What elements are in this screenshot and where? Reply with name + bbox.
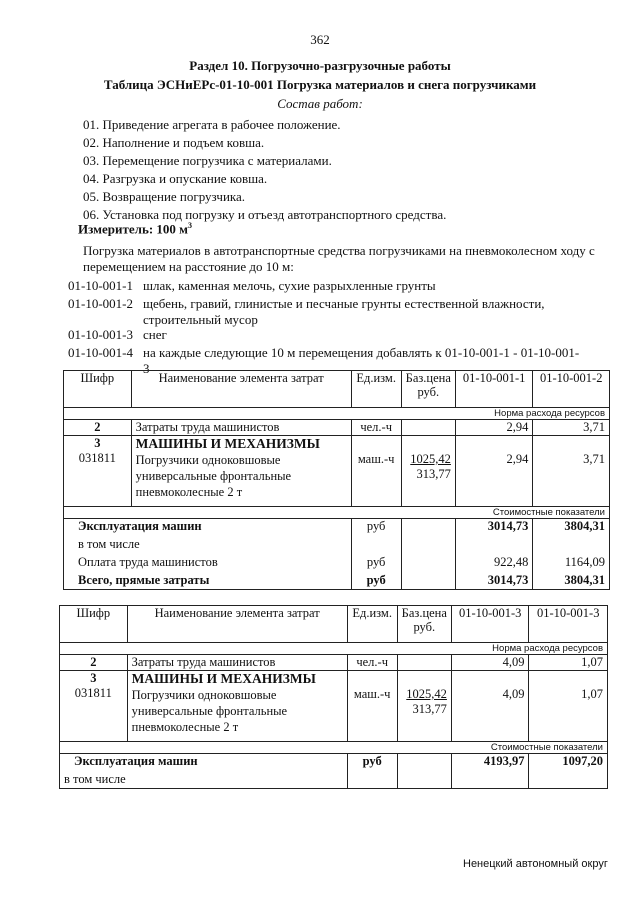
- footer-region: Ненецкий автономный округ: [463, 858, 608, 870]
- pay-unit: руб: [351, 555, 401, 573]
- labor-name: Затраты труда машинистов: [131, 420, 351, 436]
- mach-price-b: 313,77: [416, 467, 451, 481]
- mach-head-name: МАШИНЫ И МЕХАНИЗМЫ: [135, 436, 320, 451]
- table-title: Таблица ЭСНиЕРс-01-10-001 Погрузка материалов и снега погрузчиками: [103, 77, 537, 92]
- item-code: 01-10-001-1: [68, 278, 133, 293]
- composition-title: Состав работ:: [277, 96, 363, 111]
- page-number: 362: [310, 32, 330, 47]
- work-item: 01. Приведение агрегата в рабочее положение.: [83, 117, 341, 132]
- mach-price-a: 1025,42: [406, 687, 447, 701]
- mach-head-code: 3: [94, 436, 101, 450]
- mach-price-b: 313,77: [412, 702, 447, 716]
- work-item: 02. Наполнение и подъем ковша.: [83, 135, 265, 150]
- mach-v1: 2,94: [455, 436, 533, 507]
- mach-name: Погрузчики одноковшовые универсальные фронтальные пневмоколесные 2 т: [135, 453, 292, 499]
- cost-label: Стоимостные показатели: [60, 742, 608, 754]
- work-item: 05. Возвращение погрузчика.: [83, 189, 246, 204]
- exp-unit: руб: [347, 754, 397, 773]
- exp-v2: 1097,20: [529, 754, 608, 773]
- total-name: Всего, прямые затраты: [64, 573, 352, 590]
- work-item: 06. Установка под погрузку и отъезд автотранспортного средства.: [83, 207, 447, 222]
- mach-unit: маш.-ч: [347, 671, 397, 742]
- total-v2: 3804,31: [533, 573, 610, 590]
- exp-v2: 3804,31: [533, 519, 610, 538]
- incl-label: в том числе: [64, 537, 352, 555]
- header-col2: 01-10-001-2: [533, 371, 610, 408]
- exp-v1: 4193,97: [451, 754, 529, 773]
- intro-text: Погрузка материалов в автотранспортные средства погрузчиками на пневмоколесном ходу с перемещением на расстояние до 10 м:: [83, 243, 595, 274]
- pay-name: Оплата труда машинистов: [64, 555, 352, 573]
- item-code: 01-10-001-3: [68, 327, 133, 342]
- header-col2: 01-10-001-3: [529, 606, 608, 643]
- exp-unit: руб: [351, 519, 401, 538]
- pay-v2: 1164,09: [533, 555, 610, 573]
- labor-v2: 1,07: [529, 655, 608, 671]
- norm-label: Норма расхода ресурсов: [60, 643, 608, 655]
- header-name: Наименование элемента затрат: [127, 606, 347, 643]
- total-v1: 3014,73: [455, 573, 533, 590]
- mach-head-name: МАШИНЫ И МЕХАНИЗМЫ: [131, 671, 316, 686]
- labor-v2: 3,71: [533, 420, 610, 436]
- labor-v1: 2,94: [455, 420, 533, 436]
- mach-code: 031811: [78, 451, 116, 465]
- total-unit: руб: [351, 573, 401, 590]
- header-price: Баз.цена руб.: [401, 371, 455, 408]
- header-col1: 01-10-001-1: [455, 371, 533, 408]
- work-item: 04. Разгрузка и опускание ковша.: [83, 171, 268, 186]
- mach-price-a: 1025,42: [410, 452, 451, 466]
- mach-name: Погрузчики одноковшовые универсальные фронтальные пневмоколесные 2 т: [131, 688, 288, 734]
- labor-v1: 4,09: [451, 655, 529, 671]
- item-desc: шлак, каменная мелочь, сухие разрыхленные грунты: [143, 278, 436, 293]
- header-col1: 01-10-001-3: [451, 606, 529, 643]
- labor-unit: чел.-ч: [347, 655, 397, 671]
- mach-v2: 1,07: [529, 671, 608, 742]
- item-desc: щебень, гравий, глинистые и песчаные грунты естественной влажности, строительный мусор: [143, 296, 545, 327]
- mach-code: 031811: [74, 686, 112, 700]
- mach-v1: 4,09: [451, 671, 529, 742]
- section-title: Раздел 10. Погрузочно-разгрузочные работы: [189, 58, 451, 73]
- exp-name: Эксплуатация машин: [60, 754, 348, 773]
- labor-unit: чел.-ч: [351, 420, 401, 436]
- labor-code: 2: [60, 655, 128, 671]
- mach-head-code: 3: [90, 671, 97, 685]
- labor-code: 2: [64, 420, 132, 436]
- item-code: 01-10-001-2: [68, 296, 133, 311]
- exp-name: Эксплуатация машин: [64, 519, 352, 538]
- cost-label: Стоимостные показатели: [64, 507, 610, 519]
- item-desc: на каждые следующие 10 м перемещения добавлять к 01-10-001-1 - 01-10-001-3: [143, 345, 580, 376]
- header-name: Наименование элемента затрат: [131, 371, 351, 408]
- mach-v2: 3,71: [533, 436, 610, 507]
- exp-v1: 3014,73: [455, 519, 533, 538]
- pay-v1: 922,48: [455, 555, 533, 573]
- item-code: 01-10-001-4: [68, 345, 133, 360]
- header-unit: Ед.изм.: [351, 371, 401, 408]
- measure-unit: Измеритель: 100 $м^3$: [78, 221, 193, 237]
- incl-label: в том числе: [60, 772, 348, 789]
- norm-label: Норма расхода ресурсов: [64, 408, 610, 420]
- work-item: 03. Перемещение погрузчика с материалами.: [83, 153, 332, 168]
- resource-table-1: [63, 370, 610, 590]
- header-code: Шифр: [64, 371, 132, 408]
- item-desc: снег: [143, 327, 167, 342]
- header-unit: Ед.изм.: [347, 606, 397, 643]
- mach-unit: маш.-ч: [351, 436, 401, 507]
- header-code: Шифр: [60, 606, 128, 643]
- labor-name: Затраты труда машинистов: [127, 655, 347, 671]
- resource-table-2: [59, 605, 608, 789]
- header-price: Баз.цена руб.: [397, 606, 451, 643]
